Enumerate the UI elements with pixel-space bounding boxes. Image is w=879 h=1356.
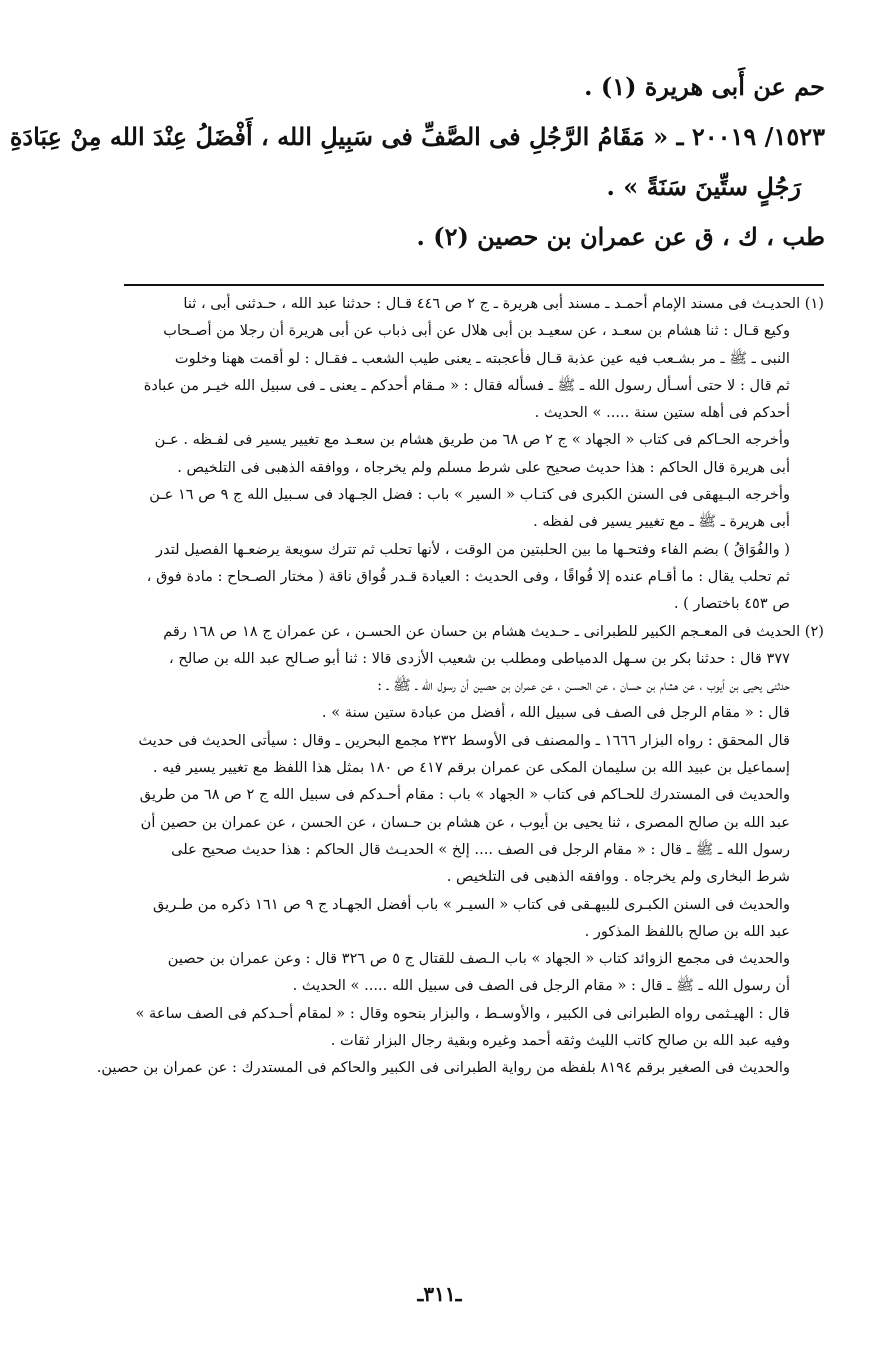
footnote-line: والحديث فى مجمع الزوائد كتاب « الجهاد » باب الـصف للقتال ج ٥ ص ٣٢٦ قال : وعن عمران بن حصين	[167, 950, 790, 968]
footnote-line: (٢) الحديث فى المعـجم الكبير للطبرانى ـ حـديث هشام بن حسان عن الحسـن ، عن عمران ج ١٨ ص ١٦٨ رقم	[163, 622, 824, 640]
footnote-line: قال المحقق : رواه البزار ١٦٦٦ ـ والمصنف فى الأوسط ٢٣٢ مجمع البحرين ـ وقال : سيأتى الحديث فى حديث	[138, 731, 790, 749]
footnote-line: إسماعيل بن عبيد الله بن سليمان المكى عن عمران برقم ٤١٧ ص ١٨٠ بمثل هذا اللفظ مع تغيير يسير فيه .	[152, 759, 790, 777]
footnote-line: وأخرجه البـيهقى فى السنن الكبرى فى كتـاب « السير » باب : فضل الجـهاد فى سـبيل الله ج ٩ ص ١٦ عـن	[149, 486, 790, 504]
footnote-line: قال : الهيـثمى رواه الطبرانى فى الكبير ، والأوسـط ، والبزار بنحوه وقال : « لمقام أحـدكم فى الصف ساعة »	[135, 1004, 790, 1022]
footnote-line: عبد الله بن صالح المصرى ، ثنا يحيى بن أيوب ، عن هشام بن حـسان ، عن الحسن ، عن عمران بن حصين أن	[140, 813, 790, 831]
footnote-line: حدثنى يحيى بن أيوب ، عن هشام بن حسان ، عن الحسـن ، عن عمران بن حصين أن رسول الله ـ ﷺ ـ :	[377, 677, 790, 695]
main-text-line: ١٥٢٣/ ٢٠٠١٩ ـ « مَقَامُ الرَّجُلِ فى الصَّفِّ فى سَبِيلِ الله ، أَفْضَلُ عِنْدَ الله مِنْ عِبَادَةِ	[9, 122, 825, 151]
footnote-line: وأخرجه الحـاكم فى كتاب « الجهاد » ج ٢ ص ٦٨ من طريق هشام بن سعـد مع تغيير يسير فى لفـظه . عـن	[154, 431, 790, 449]
footnote-line: أبى هريرة قال الحاكم : هذا حديث صحيح على شرط مسلم ولم يخرجاه ، ووافقه الذهبى فى التلخيص .	[177, 458, 790, 476]
footnotes-block	[44, 290, 824, 1082]
main-text-block	[9, 62, 825, 262]
footnote-line: أبى هريرة ـ ﷺ ـ مع تغيير يسير فى لفظه .	[533, 513, 790, 531]
footnote-line: وفيه عبد الله بن صالح كاتب الليث وثقه أحمد وغيره وبقية رجال البزار ثقات .	[330, 1032, 790, 1050]
footnote-divider	[124, 284, 824, 286]
page-number: ـ٣١١ـ	[417, 1282, 462, 1306]
footnote-line: أحدكم فى أهله ستين سنة ..... » الحديث .	[534, 404, 790, 422]
footnote-line: وكيع قـال : ثنا هشام بن سعـد ، عن سعيـد بن أبى هلال عن أبى ذباب عن أبى هريرة أن رجلا من أصـحاب	[163, 322, 790, 340]
footnote-line: (١) الحديـث فى مسند الإمام أحمـد ـ مسند أبى هريرة ـ ج ٢ ص ٤٤٦ قـال : حدثنا عبد الله ، حـدثنى أبى ، ثنا	[183, 295, 824, 312]
footnote-line: والحديث فى الصغير برقم ٨١٩٤ بلفظه من رواية الطبرانى فى الكبير والحاكم فى المستدرك : عن عمران بن حصين.	[96, 1059, 790, 1077]
footnote-line: ثم قال : لا حتى أسـأل رسول الله ـ ﷺ ـ فسأله فقال : « مـقام أحدكم ـ يعنى ـ فى سبيل الله خيـر من عبادة	[143, 376, 790, 394]
footnote-line: والحديث فى السنن الكبـرى للبيهـقى فى كتاب « السيـر » باب أفضل الجهـاد ج ٩ ص ١٦١ ذكره من طـريق	[152, 895, 790, 913]
footnote-line: قال : « مقام الرجل فى الصف فى سبيل الله ، أفضل من عبادة ستين سنة » .	[321, 704, 790, 722]
footnote-line: ( والفُوَاقُ ) بضم الفاء وفتحـها ما بين الحلبتين من الوقت ، لأنها تحلب ثم تترك سويعة يرضعـها الفصيل لتدر	[156, 540, 790, 558]
footnote-line: والحديث فى المستدرك للحـاكم فى كتاب « الجهاد » باب : مقام أحـدكم فى سبيل الله ج ٢ ص ٦٨ من طريق	[139, 786, 790, 804]
footnote-line: رسول الله ـ ﷺ ـ قال : « مقام الرجل فى الصف .... إلخ » الحديـث قال الحاكم : هذا حديث صحيح على	[171, 840, 790, 858]
footnote-line: أن رسول الله ـ ﷺ ـ قال : « مقام الرجل فى الصف فى سبيل الله ..... » الحديث .	[292, 977, 790, 995]
main-text-line: رَجُلٍ ستِّينَ سَنَةً » .	[606, 172, 801, 201]
footnote-line: شرط البخارى ولم يخرجاه . ووافقه الذهبى فى التلخيص .	[446, 868, 790, 886]
footnote-line: عبد الله بن صالح باللفظ المذكور .	[584, 922, 790, 940]
main-text-line: طب ، ك ، ق عن عمران بن حصين (٢) .	[416, 222, 825, 251]
main-text-line: حم عن أَبى هريرة (١) .	[584, 72, 825, 101]
footnote-line: ص ٤٥٣ باختصار ) .	[673, 595, 790, 613]
footnote-line: ثم تحلب يقال : ما أقـام عنده إلا فُواقًا ، وفى الحديث : العيادة قـدر فُواق ناقة ( مختار الصـحاح : مادة فوق ،	[146, 567, 790, 585]
footnote-line: النبى ـ ﷺ ـ مر بشـعب فيه عين عذبة قـال فأعجبته ـ يعنى طيب الشعب ـ فقـال : لو أقمت ههنا وخلوت	[174, 349, 790, 367]
footnote-line: ٣٧٧ قال : حدثنا بكر بن سـهل الدمياطى ومطلب بن شعيب الأزدى قالا : ثنا أبو صـالح عبد الله بن صالح ،	[169, 649, 790, 667]
